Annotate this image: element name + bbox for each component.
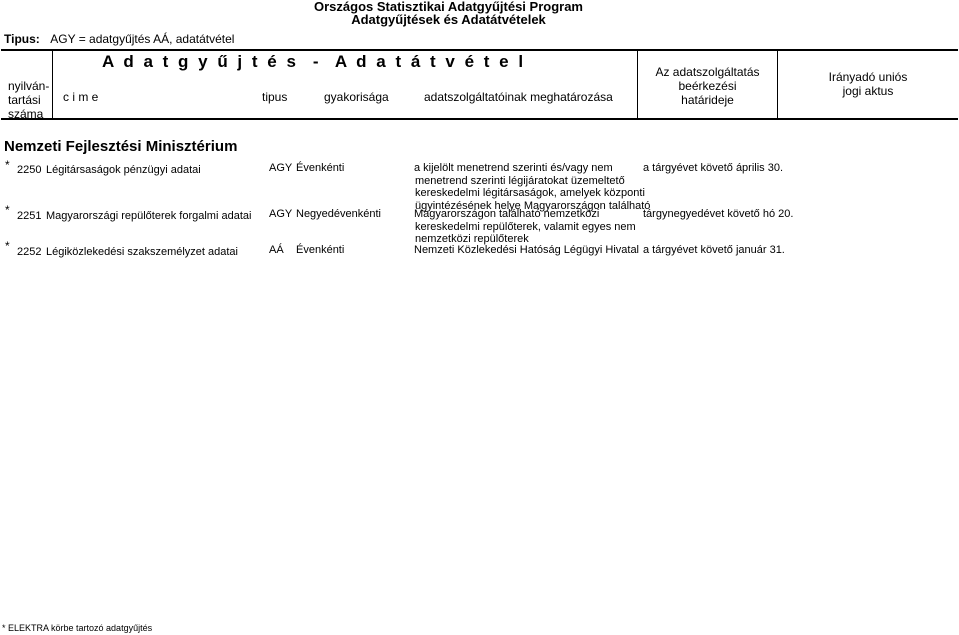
row-providers-line: Nemzeti Közlekedési Hatóság Légügyi Hivatal: [414, 244, 640, 256]
row-title: Légiközlekedési szakszemélyzet adatai: [46, 246, 238, 258]
row-providers-line: Magyarországon található nemzetközi: [414, 208, 600, 220]
footnote: * ELEKTRA körbe tartozó adatgyűjtés: [2, 623, 153, 633]
ministry-title: Nemzeti Fejlesztési Minisztérium: [4, 138, 238, 155]
row-deadline: tárgynegyedévet követő hó 20.: [643, 208, 794, 220]
row-providers: [414, 244, 639, 257]
header-tipus: tipus: [262, 90, 288, 104]
row-title: Légitársaságok pénzügyi adatai: [46, 164, 201, 176]
row-type: AGY: [269, 208, 293, 220]
row-type: AGY: [269, 162, 293, 174]
row-frequency: Évenkénti: [296, 244, 345, 256]
row-deadline: a tárgyévet követő január 31.: [643, 244, 785, 256]
program-subtitle: Adatgyűjtések és Adatátvételek: [351, 12, 546, 27]
elektra-marker: *: [5, 239, 10, 253]
header-hatarido-line: határideje: [681, 93, 734, 107]
header-gyakorisaga: gyakorisága: [324, 90, 389, 104]
tipus-legend-label: Tipus:: [4, 32, 40, 46]
header-hatarido-line: beérkezési: [678, 79, 737, 93]
header-nyilvantartasi-line: száma: [8, 107, 44, 121]
row-providers: [414, 208, 636, 246]
header-nyilvantartasi-line: tartási: [8, 93, 41, 107]
header-hatarido: [638, 65, 777, 107]
elektra-marker: *: [5, 158, 10, 172]
row-providers-line: a kijelölt menetrend szerinti és/vagy nem: [414, 162, 613, 174]
elektra-marker: *: [5, 203, 10, 217]
row-id: 2250: [17, 164, 42, 176]
tipus-legend-value: AGY = adatgyűjtés AÁ, adatátvétel: [50, 32, 235, 46]
column-divider: [52, 51, 53, 118]
row-frequency: Évenkénti: [296, 162, 345, 174]
column-header: [1, 49, 958, 120]
program-title: Országos Statisztikai Adatgyűjtési Program: [314, 0, 583, 14]
row-providers-line: nemzetközi repülőterek: [415, 233, 529, 245]
row-providers-line: kereskedelmi légitársaságok, amelyek központi: [415, 187, 645, 199]
row-id: 2251: [17, 210, 42, 222]
header-nyilvantartasi: [8, 79, 49, 121]
row-deadline: a tárgyévet követő április 30.: [643, 162, 784, 174]
row-frequency: Negyedévenkénti: [296, 208, 382, 220]
row-providers-line: menetrend szerinti légijáratokat üzemeltető: [415, 174, 625, 187]
header-adatszolgaltatoi: adatszolgáltatóinak meghatározása: [424, 90, 613, 104]
header-hatarido-line: Az adatszolgáltatás: [655, 65, 760, 79]
row-type: AÁ: [269, 244, 284, 256]
header-jogi-aktus-line: Irányadó uniós: [828, 70, 908, 84]
row-providers-line: kereskedelmi repülőterek, valamit egyes nem: [415, 220, 636, 233]
header-jogi-aktus-line: jogi aktus: [842, 84, 894, 98]
header-cime: c i m e: [63, 90, 99, 104]
section-title: A d a t g y ű j t é s - A d a t á t v é t e l: [102, 52, 526, 71]
header-nyilvantartasi-line: nyilván-: [8, 79, 50, 93]
tipus-legend: [4, 30, 234, 48]
row-providers-line: ügyintézésének helye Magyarországon található: [415, 199, 651, 212]
row-id: 2252: [17, 246, 42, 258]
row-providers: [414, 162, 650, 212]
row-title: Magyarországi repülőterek forgalmi adatai: [46, 210, 252, 222]
header-jogi-aktus: [778, 70, 958, 98]
